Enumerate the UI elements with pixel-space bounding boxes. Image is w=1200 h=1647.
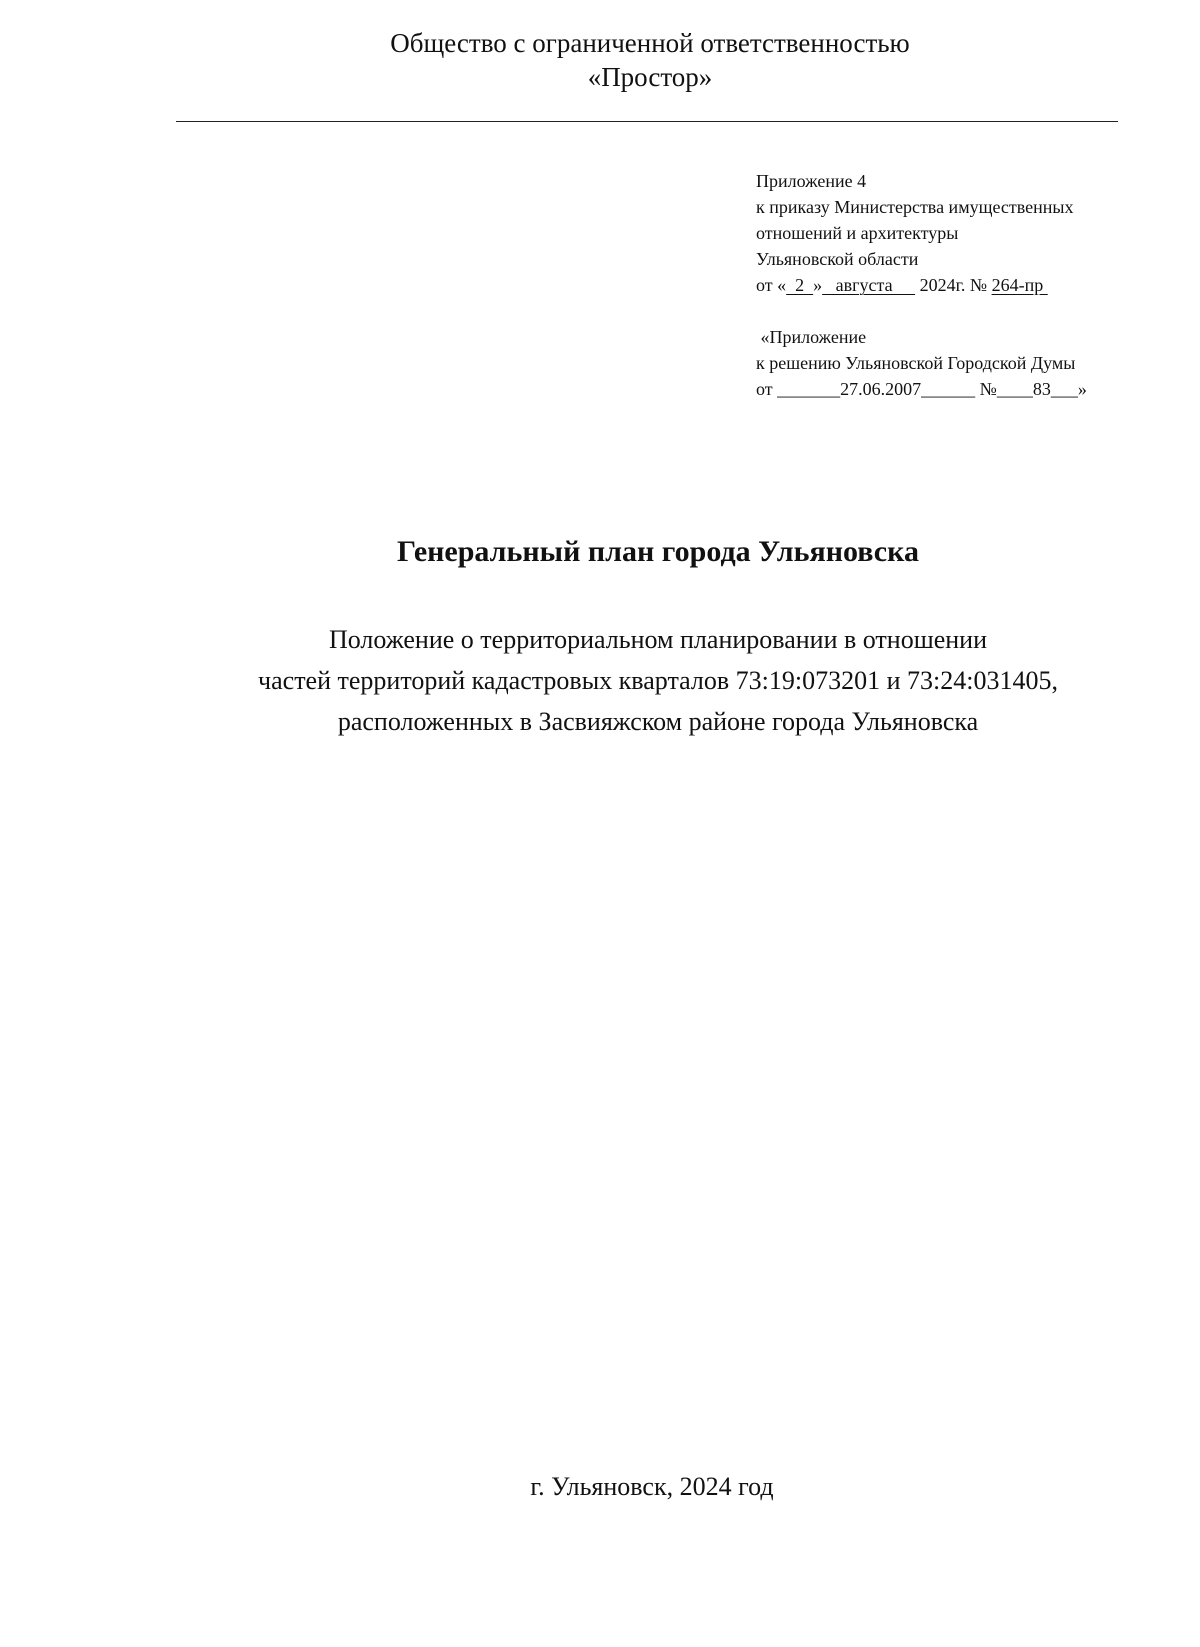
appendix-order-line1: Приложение 4 — [756, 171, 867, 191]
organization-name-line2: «Простор» — [587, 62, 713, 92]
organization-header — [0, 26, 1200, 94]
order-year: 2024г. № — [915, 275, 992, 295]
order-number: 264-пр — [991, 275, 1048, 295]
subtitle-line1: Положение о территориальном планировании в отношении — [329, 625, 987, 654]
subtitle-line2: частей территорий кадастровых кварталов 73:19:073201 и 73:24:031405, — [258, 666, 1058, 695]
subtitle-line3: расположенных в Засвияжском районе города Ульяновска — [337, 707, 979, 736]
order-month: августа — [822, 275, 916, 295]
appendix-order-block — [756, 168, 1073, 298]
decision-close: » — [1077, 379, 1087, 399]
document-title: Генеральный план города Ульяновска — [397, 535, 919, 568]
appendix-decision-line1: «Приложение — [756, 327, 867, 347]
appendix-order-date-line — [756, 272, 1073, 298]
organization-name-line1: Общество с ограниченной ответственностью — [390, 28, 910, 58]
decision-number-label: № — [975, 379, 997, 399]
appendix-order-line3: отношений и архитектуры — [756, 223, 959, 243]
order-date-prefix: от « — [756, 275, 787, 295]
appendix-order-line4: Ульяновской области — [756, 249, 919, 269]
document-subtitle — [0, 619, 1200, 742]
order-day: 2 — [786, 275, 814, 295]
decision-date: _______27.06.2007______ — [777, 379, 976, 399]
order-day-close: » — [813, 275, 823, 295]
appendix-decision-date-line — [756, 376, 1087, 402]
appendix-order-line2: к приказу Министерства имущественных — [756, 197, 1074, 217]
place-and-year: г. Ульяновск, 2024 год — [530, 1472, 774, 1501]
header-divider — [176, 121, 1118, 122]
decision-date-prefix: от — [756, 379, 778, 399]
appendix-decision-block — [756, 324, 1087, 402]
appendix-decision-line2: к решению Ульяновской Городской Думы — [756, 353, 1076, 373]
decision-number: ____83___ — [996, 379, 1078, 399]
